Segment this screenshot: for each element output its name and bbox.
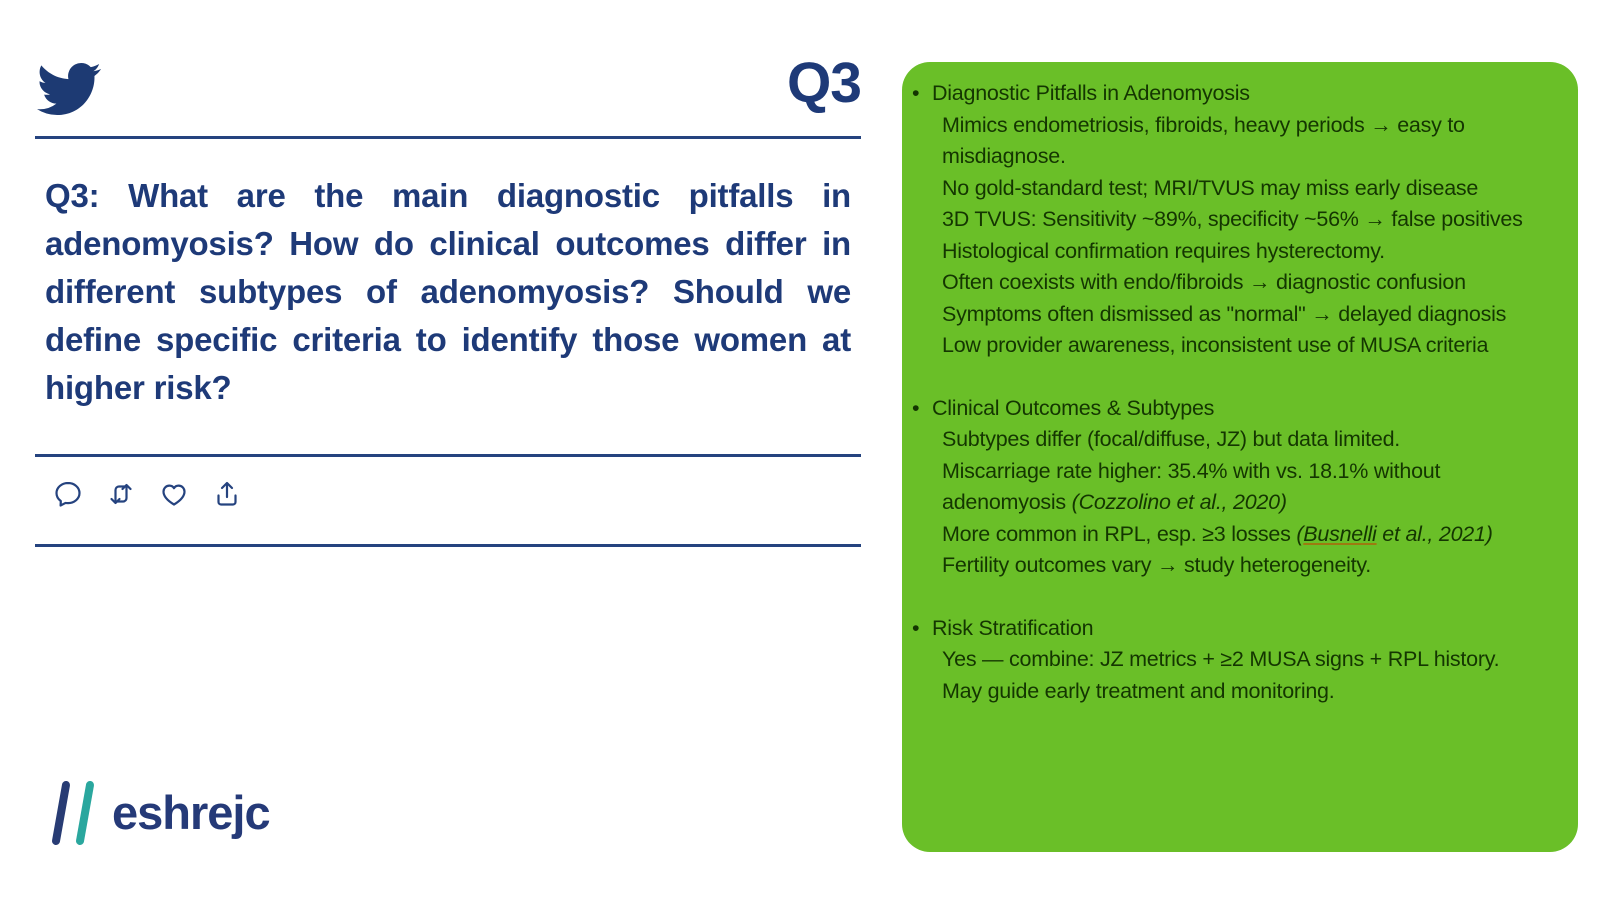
bullet-icon: •: [912, 81, 920, 105]
answer-line: [942, 519, 1558, 551]
citation-text: et al., 2021): [1376, 521, 1493, 546]
citation-text: (: [1296, 521, 1304, 546]
share-button[interactable]: [211, 478, 243, 510]
answer-section: [912, 78, 1558, 362]
answer-line-text: Low provider awareness, inconsistent use of MUSA criteria: [942, 333, 1489, 357]
heart-icon: [158, 478, 190, 510]
answer-line-text: May guide early treatment and monitoring.: [942, 678, 1335, 703]
question-text: Q3: What are the main diagnostic pitfalls in adenomyosis? How do clinical outcomes differ in different subtypes of adenomyosis? Should we define specific criteria to identify those women at higher risk?: [45, 177, 851, 406]
answer-section-heading-text: Risk Stratification: [932, 615, 1094, 640]
answer-section-heading: [912, 78, 1558, 110]
citation-text: (Cozzolino et al., 2020): [1071, 490, 1287, 514]
answer-line-text: Mimics endometriosis, fibroids, heavy periods → easy to misdiagnose.: [942, 112, 1465, 168]
citation-text: Busnelli: [1303, 521, 1377, 546]
answer-line-text: Subtypes differ (focal/diffuse, JZ) but data limited.: [942, 427, 1400, 451]
retweet-icon: [105, 478, 137, 510]
answer-line: [942, 424, 1558, 456]
answer-line: [942, 299, 1558, 331]
share-icon: [211, 478, 243, 510]
question-number-badge: Q3: [786, 51, 861, 115]
speech-bubble-icon: [52, 478, 84, 510]
answer-line-text: Yes — combine: JZ metrics + ≥2 MUSA signs + RPL history.: [942, 647, 1500, 671]
answer-line: [942, 456, 1558, 519]
answer-line: [942, 204, 1558, 236]
brand-label: eshrejc: [112, 786, 270, 839]
answer-line: [942, 267, 1558, 299]
retweet-button[interactable]: [105, 478, 137, 510]
answer-line-text: 3D TVUS: Sensitivity ~89%, specificity ~56% → false positives: [942, 207, 1523, 231]
answer-line-text: Symptoms often dismissed as "normal" → delayed diagnosis: [942, 301, 1507, 326]
header-divider: [35, 136, 861, 139]
answer-line: [942, 173, 1558, 205]
answer-section-heading-text: Clinical Outcomes & Subtypes: [932, 395, 1215, 420]
tweet-action-bar: [52, 478, 243, 510]
answer-line-text: More common in RPL, esp. ≥3 losses: [942, 521, 1297, 546]
tweet-footer-divider: [35, 544, 861, 547]
answer-section-heading: [912, 613, 1558, 645]
answer-section: [912, 613, 1558, 708]
answer-line: [942, 236, 1558, 268]
answer-line-text: Fertility outcomes vary → study heterogeneity.: [942, 553, 1372, 577]
answer-panel-sections: [912, 78, 1558, 707]
answer-section-heading-text: Diagnostic Pitfalls in Adenomyosis: [932, 81, 1250, 105]
eshrejc-brand-logo: [36, 774, 270, 852]
reply-button[interactable]: [52, 478, 84, 510]
tweet-body-divider: [35, 454, 861, 457]
answer-line: [942, 676, 1558, 708]
like-button[interactable]: [158, 478, 190, 510]
answer-line-text: No gold-standard test; MRI/TVUS may miss early disease: [942, 175, 1479, 200]
answer-panel: [902, 62, 1578, 852]
answer-line-text: Miscarriage rate higher: 35.4% with vs. 18.1% without adenomyosis: [942, 458, 1441, 514]
answer-line-text: Histological confirmation requires hysterectomy.: [942, 238, 1385, 263]
answer-section-heading: [912, 393, 1558, 425]
answer-line-text: Often coexists with endo/fibroids → diagnostic confusion: [942, 270, 1466, 294]
bullet-icon: •: [912, 395, 920, 420]
answer-line: [942, 550, 1558, 582]
answer-line: [942, 110, 1558, 173]
answer-section: [912, 393, 1558, 582]
hashtag-icon: [36, 774, 110, 852]
answer-line: [942, 330, 1558, 362]
bullet-icon: •: [912, 615, 920, 640]
answer-line: [942, 644, 1558, 676]
